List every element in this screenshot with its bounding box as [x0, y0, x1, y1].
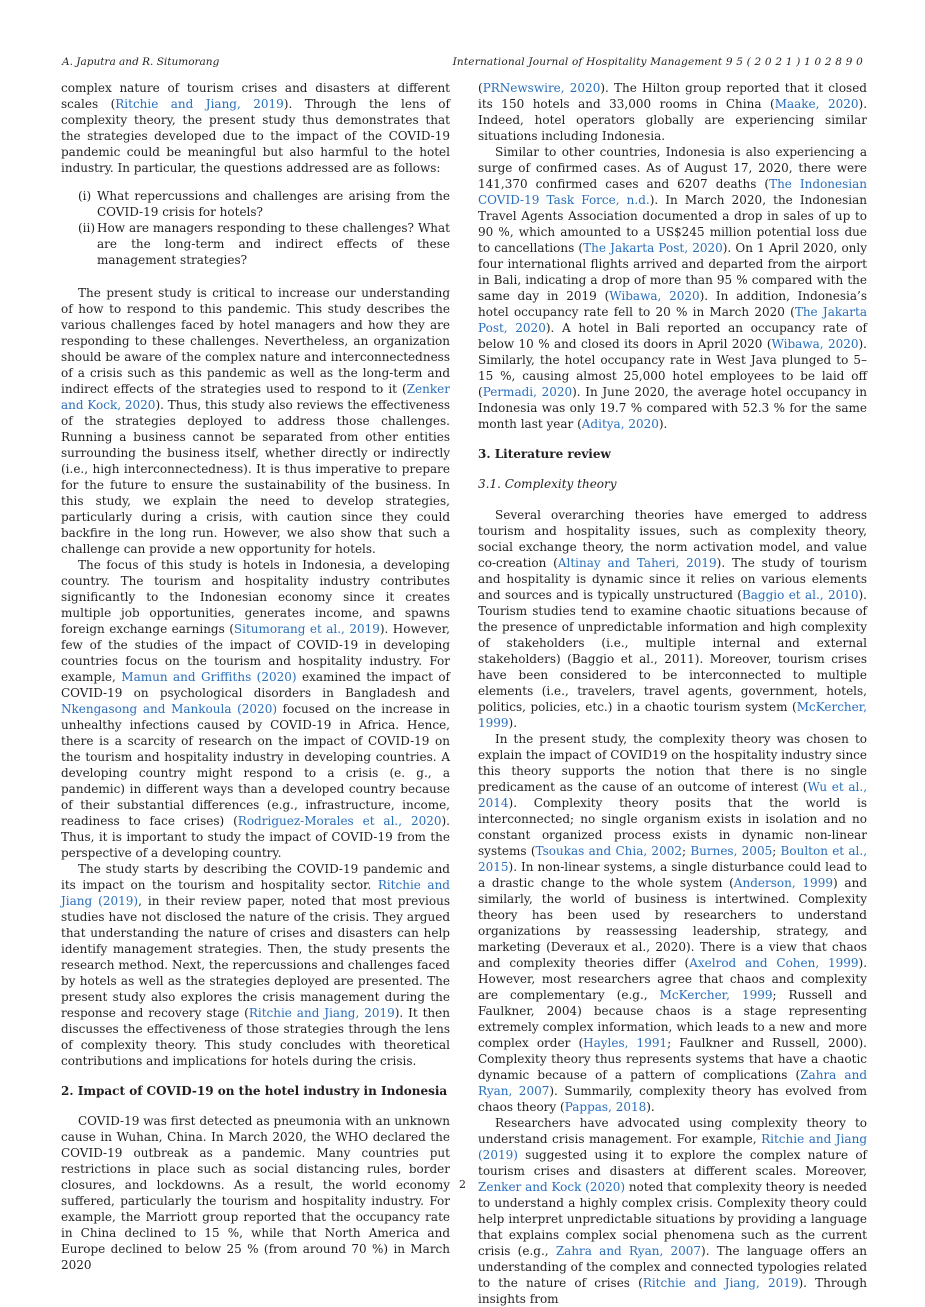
body-paragraph: The study starts by describing the COVID-19 pandemic and its impact on the tourism and hospitality sector. Ritchie and Jiang (2019), in their review paper, noted that most previous studies have not disclosed the nature of the crisis. They argued that understanding the nature of crises and disasters can help identify management strategies. Then, the study presents the research method. Next, the repercussions and challenges faced by hotels as well as the strategies deployed are presented. The present study also explores the crisis management during the response and recovery stage (Ritchie and Jiang, 2019). It then discusses the effectiveness of those strategies through the lens of complexity theory. This study concludes with theoretical contributions and implications for hotels during the crisis. [61, 862, 450, 1068]
citation-link[interactable]: Wibawa, 2020 [771, 337, 859, 351]
citation-link[interactable]: Ritchie and Jiang, 2019 [115, 97, 284, 111]
citation-link[interactable]: Wibawa, 2020 [609, 289, 700, 303]
citation-link[interactable]: Nkengasong and Mankoula (2020) [61, 702, 278, 716]
citation-link[interactable]: McKercher, 1999 [478, 700, 867, 730]
research-question: (ii) How are managers responding to these challenges? What are the long-term and indirect effects of these management strategies? [78, 221, 450, 267]
section-3-heading: 3. Literature review [478, 447, 611, 461]
header-journal: International Journal of Hospitality Management 9 5 ( 2 0 2 1 ) 1 0 2 8 9 0 [452, 56, 863, 68]
body-paragraph: COVID-19 was first detected as pneumonia with an unknown cause in Wuhan, China. In March 2020, the WHO declared the COVID-19 outbreak as a pandemic. Many countries put restrictions in place such as social distancing rules, border closures, and lockdowns. As a result, the world economy suffered, particularly the tourism and hospitality industry. For example, the Marriott group reported that the occupancy rate in China declined to 15 %, while that North America and Europe declined to below 25 % (from around 70 %) in March 2020 [61, 1114, 450, 1272]
citation-link[interactable]: Altinay and Taheri, 2019 [557, 556, 717, 570]
citation-link[interactable]: Hayles, 1991 [583, 1036, 668, 1050]
subsection-3-1-heading: 3.1. Complexity theory [478, 477, 617, 491]
citation-link[interactable]: Rodriguez-Morales et al., 2020 [237, 814, 442, 828]
citation-link[interactable]: Ritchie and Jiang (2019) [478, 1132, 867, 1162]
right-column [478, 80, 867, 1307]
citation-link[interactable]: Ritchie and Jiang, 2019 [248, 1006, 395, 1020]
citation-link[interactable]: Pappas, 2018 [564, 1100, 647, 1114]
citation-link[interactable]: Aditya, 2020 [581, 417, 659, 431]
citation-link[interactable]: Tsoukas and Chia, 2002 [535, 844, 682, 858]
citation-link[interactable]: Zenker and Kock, 2020 [61, 382, 450, 412]
citation-link[interactable]: Wu et al., 2014 [478, 780, 868, 810]
body-paragraph: (PRNewswire, 2020). The Hilton group reported that it closed its 150 hotels and 33,000 rooms in China (Maake, 2020). Indeed, hotel operators globally are experiencing similar situations including Indonesia. [478, 81, 868, 143]
section-2-heading: 2. Impact of COVID-19 on the hotel industry in Indonesia [61, 1084, 448, 1098]
body-paragraph: Researchers have advocated using complexity theory to understand crisis management. For example, Ritchie and Jiang (2019) suggested using it to explore the complex nature of tourism crises and disasters at different scales. Moreover, Zenker and Kock (2020) noted that complexity theory is needed to understand a highly complex crisis. Complexity theory could help interpret unpredictable situations by providing a language that explains complex social phenomena such as the current crisis (e.g., Zahra and Ryan, 2007). The language offers an understanding of the complex and connected typologies related to the nature of crises (Ritchie and Jiang, 2019). Through insights from [478, 1116, 867, 1306]
citation-link[interactable]: Zahra and Ryan, 2007 [478, 1068, 867, 1098]
citation-link[interactable]: The Jakarta Post, 2020 [583, 241, 723, 255]
citation-link[interactable]: Ritchie and Jiang, 2019 [642, 1276, 799, 1290]
citation-link[interactable]: Maake, 2020 [774, 97, 859, 111]
citation-link[interactable]: Ritchie and Jiang (2019) [61, 878, 450, 908]
citation-link[interactable]: The Indonesian COVID-19 Task Force, n.d. [478, 177, 868, 207]
body-paragraph: Similar to other countries, Indonesia is also experiencing a surge of confirmed cases. As of August 17, 2020, there were 141,370 confirmed cases and 6207 deaths (The Indonesian COVID-19 Task Force, n.d.). In March 2020, the Indonesian Travel Agents Association documented a drop in sales of up to 90 %, which amounted to a US$245 million potential loss due to cancellations (The Jakarta Post, 2020). On 1 April 2020, only four international flights arrived and departed from the airport in Bali, indicating a drop of more than 95 % compared with the same day in 2019 (Wibawa, 2020). In addition, Indonesia’s hotel occupancy rate fell to 20 % in March 2020 (The Jakarta Post, 2020). A hotel in Bali reported an occupancy rate of below 10 % and closed its doors in April 2020 (Wibawa, 2020). Similarly, the hotel occupancy rate in West Java plunged to 5–15 %, causing almost 25,000 hotel employees to be laid off (Permadi, 2020). In June 2020, the average hotel occupancy in Indonesia was only 19.7 % compared with 52.3 % for the same month last year (Aditya, 2020). [478, 145, 868, 431]
citation-link[interactable]: Mamun and Griffiths (2020) [121, 670, 297, 684]
body-paragraph: The present study is critical to increase our understanding of how to respond to this pandemic. This study describes the various challenges faced by hotel managers and how they are responding to these challenges. Nevertheless, an organization should be aware of the complex nature and interconnectedness of a crisis such as this pandemic as well as the long-term and indirect effects of the strategies used to respond to it (Zenker and Kock, 2020). Thus, this study also reviews the effectiveness of the strategies deployed to address those challenges. Running a business cannot be separated from other entities surrounding the business itself, whether directly or indirectly (i.e., high interconnectedness). It is thus imperative to prepare for the future to ensure the sustainability of the business. In this study, we explain the need to develop strategies, particularly during a crisis, with caution since they could backfire in the long run. However, we also show that such a challenge can provide a new opportunity for hotels. [61, 286, 451, 556]
running-header [62, 56, 863, 70]
header-authors: A. Japutra and R. Situmorang [62, 56, 220, 68]
research-questions-list [61, 188, 450, 268]
citation-link[interactable]: Permadi, 2020 [482, 385, 573, 399]
citation-link[interactable]: Anderson, 1999 [733, 876, 833, 890]
body-paragraph: The focus of this study is hotels in Indonesia, a developing country. The tourism and hospitality industry contributes significantly to the Indonesian economy since it creates multiple job opportunities, generates income, and spawns foreign exchange earnings (Situmorang et al., 2019). However, few of the studies of the impact of COVID-19 in developing countries focus on the tourism and hospitality industry. For example, Mamun and Griffiths (2020) examined the impact of COVID-19 on psychological disorders in Bangladesh and Nkengasong and Mankoula (2020) focused on the increase in unhealthy infections caused by COVID-19 in Africa. Hence, there is a scarcity of research on the impact of COVID-19 on the tourism and hospitality industry in developing countries. A developing country might respond to a crisis (e. g., a pandemic) in different ways than a developed country because of their substantial differences (e.g., infrastructure, income, readiness to face crises) (Rodriguez-Morales et al., 2020). Thus, it is important to study the impact of COVID-19 from the perspective of a developing country. [61, 558, 450, 860]
page-number: 2 [459, 1178, 466, 1191]
body-paragraph: Several overarching theories have emerged to address tourism and hospitality issues, such as complexity theory, social exchange theory, the norm activation model, and value co-creation (Altinay and Taheri, 2019). The study of tourism and hospitality is dynamic since it relies on various elements and sources and is typically unstructured (Baggio et al., 2010). Tourism studies tend to examine chaotic situations because of the presence of unpredictable information and high complexity of stakeholders (i.e., multiple internal and external stakeholders) (Baggio et al., 2011). Moreover, tourism crises have been considered to be interconnected to multiple elements (i.e., travelers, travel agents, government, hotels, politics, policies, etc.) in a chaotic tourism system (McKercher, 1999). [478, 508, 867, 730]
body-paragraph: In the present study, the complexity theory was chosen to explain the impact of COVID19 on the hospitality industry since this theory supports the notion that there is no single predicament as the cause of an outcome of interest (Wu et al., 2014). Complexity theory posits that the world is interconnected; no single organism exists in isolation and no constant organized process exists in dynamic non-linear systems (Tsoukas and Chia, 2002; Burnes, 2005; Boulton et al., 2015). In non-linear systems, a single disturbance could lead to a drastic change to the whole system (Anderson, 1999) and similarly, the world of business is intertwined. Complexity theory has been used by researchers to understand organizations by reassessing leadership, strategy, and marketing (Deveraux et al., 2020). There is a view that chaos and complexity theories differ (Axelrod and Cohen, 1999). However, most researchers agree that chaos and complexity are complementary (e.g., McKercher, 1999; Russell and Faulkner, 2004) because chaos is a stage representing extremely complex information, which leads to a new and more complex order (Hayles, 1991; Faulkner and Russell, 2000). Complexity theory thus represents systems that have a chaotic dynamic because of a pattern of complications (Zahra and Ryan, 2007). Summarily, complexity theory has evolved from chaos theory (Pappas, 2018). [478, 732, 868, 1114]
left-column [61, 80, 450, 1273]
citation-link[interactable]: Axelrod and Cohen, 1999 [689, 956, 859, 970]
citation-link[interactable]: Situmorang et al., 2019 [233, 622, 380, 636]
citation-link[interactable]: PRNewswire, 2020 [482, 81, 601, 95]
citation-link[interactable]: McKercher, 1999 [659, 988, 773, 1002]
intro-paragraph: complex nature of tourism crises and disasters at different scales (Ritchie and Jiang, 2019). Through the lens of complexity theory, the present study thus demonstrates that the strategies developed due to the impact of the COVID-19 pandemic could be meaningful but also harmful to the hotel industry. In particular, the questions addressed are as follows: [61, 81, 450, 175]
citation-link[interactable]: The Jakarta Post, 2020 [478, 305, 867, 335]
citation-link[interactable]: Boulton et al., 2015 [478, 844, 868, 874]
citation-link[interactable]: Zahra and Ryan, 2007 [555, 1244, 702, 1258]
citation-link[interactable]: Zenker and Kock (2020) [478, 1180, 626, 1194]
citation-link[interactable]: Burnes, 2005 [690, 844, 773, 858]
citation-link[interactable]: Baggio et al., 2010 [741, 588, 859, 602]
research-question: (i) What repercussions and challenges are arising from the COVID-19 crisis for hotels? [78, 189, 450, 219]
